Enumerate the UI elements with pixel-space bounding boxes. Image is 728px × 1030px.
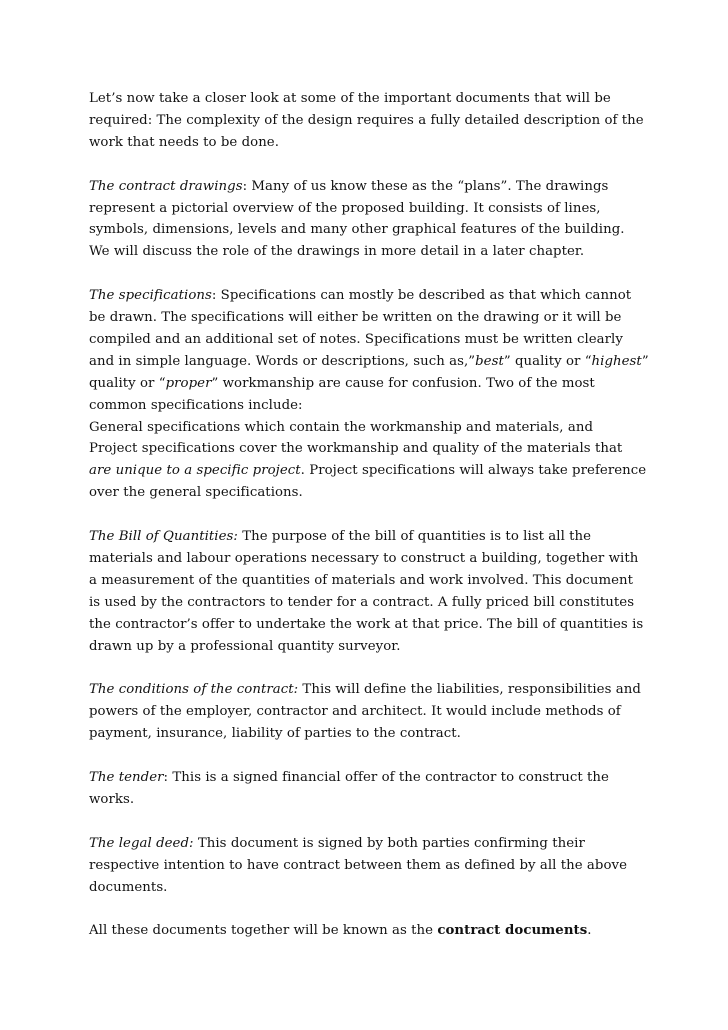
text-line: common specifications include:: [89, 397, 303, 413]
emphasis-highest: highest: [591, 353, 642, 369]
text-fragment: . Project specifications will always take preference: [300, 463, 647, 479]
text-line: We will discuss the role of the drawings in more detail in a later chapter.: [89, 244, 585, 260]
text-fragment: ” quality or “: [503, 353, 592, 369]
text-fragment: The purpose of the bill of quantities is to list all the: [237, 529, 592, 545]
text-line: required: The complexity of the design requires a fully detailed description of the: [89, 112, 644, 128]
emphasis-unique-project: are unique to a specific project: [89, 463, 301, 479]
text-line: [89, 526, 649, 548]
paragraph-legal-deed: [89, 833, 649, 899]
text-line: work that needs to be done.: [89, 134, 280, 150]
text-line: [89, 833, 649, 855]
text-line: over the general specifications.: [89, 485, 303, 501]
text-line: Project specifications cover the workmanship and quality of the materials that: [89, 441, 623, 457]
text-line: [89, 373, 649, 395]
text-line: payment, insurance, liability of parties to the contract.: [89, 726, 461, 742]
document-page: [89, 88, 649, 964]
text-fragment: : This is a signed financial offer of the contractor to construct the: [163, 770, 609, 786]
paragraph-bill-of-quantities: [89, 526, 649, 657]
text-line: works.: [89, 791, 135, 807]
term-bill-of-quantities: The Bill of Quantities:: [89, 529, 238, 545]
text-line: drawn up by a professional quantity surveyor.: [89, 638, 401, 654]
text-fragment: : Specifications can mostly be described as that which cannot: [211, 288, 632, 304]
text-line: the contractor’s offer to undertake the work at that price. The bill of quantities is: [89, 616, 644, 632]
text-line: is used by the contractors to tender for a contract. A fully priced bill constitutes: [89, 594, 635, 610]
paragraph-intro: [89, 88, 649, 154]
text-line: powers of the employer, contractor and architect. It would include methods of: [89, 704, 621, 720]
text-line: [89, 767, 649, 789]
term-conditions-of-contract: The conditions of the contract:: [89, 682, 299, 698]
text-line: a measurement of the quantities of materials and work involved. This document: [89, 572, 634, 588]
text-fragment: quality or “: [89, 375, 166, 391]
text-line: represent a pictorial overview of the proposed building. It consists of lines,: [89, 200, 601, 216]
text-fragment: ”: [641, 353, 649, 369]
term-legal-deed: The legal deed:: [89, 835, 194, 851]
text-line: documents.: [89, 879, 168, 895]
text-line: [89, 176, 649, 198]
paragraph-specifications: [89, 285, 649, 504]
paragraph-conditions-of-contract: [89, 679, 649, 745]
text-fragment: and in simple language. Words or descriptions, such as,”: [89, 353, 476, 369]
text-fragment: This document is signed by both parties confirming their: [193, 835, 585, 851]
text-line: [89, 285, 649, 307]
text-line: compiled and an additional set of notes. Specifications must be written clearly: [89, 331, 623, 347]
text-line: Let’s now take a closer look at some of the important documents that will be: [89, 91, 611, 106]
text-fragment: This will define the liabilities, responsibilities and: [298, 682, 641, 698]
emphasis-best: best: [475, 353, 504, 369]
paragraph-contract-drawings: [89, 176, 649, 264]
paragraph-closing: [89, 920, 649, 942]
text-line: [89, 920, 649, 942]
text-line: respective intention to have contract between them as defined by all the above: [89, 857, 627, 873]
text-line: materials and labour operations necessary to construct a building, together with: [89, 550, 639, 566]
text-fragment: : Many of us know these as the “plans”. The drawings: [242, 178, 609, 194]
term-contract-documents: contract documents: [437, 923, 588, 939]
text-line: be drawn. The specifications will either be written on the drawing or it will be: [89, 310, 622, 326]
term-tender: The tender: [89, 770, 164, 786]
text-fragment: .: [587, 923, 592, 939]
text-line: [89, 351, 649, 373]
term-specifications: The specifications: [89, 288, 212, 304]
text-line: [89, 460, 649, 482]
paragraph-tender: [89, 767, 649, 811]
text-line: [89, 679, 649, 701]
emphasis-proper: proper: [165, 375, 212, 391]
text-line: General specifications which contain the workmanship and materials, and: [89, 419, 594, 435]
text-fragment: All these documents together will be known as the: [89, 923, 438, 939]
text-fragment: ” workmanship are cause for confusion. Two of the most: [211, 375, 595, 391]
text-line: symbols, dimensions, levels and many other graphical features of the building.: [89, 222, 625, 238]
term-contract-drawings: The contract drawings: [89, 178, 243, 194]
